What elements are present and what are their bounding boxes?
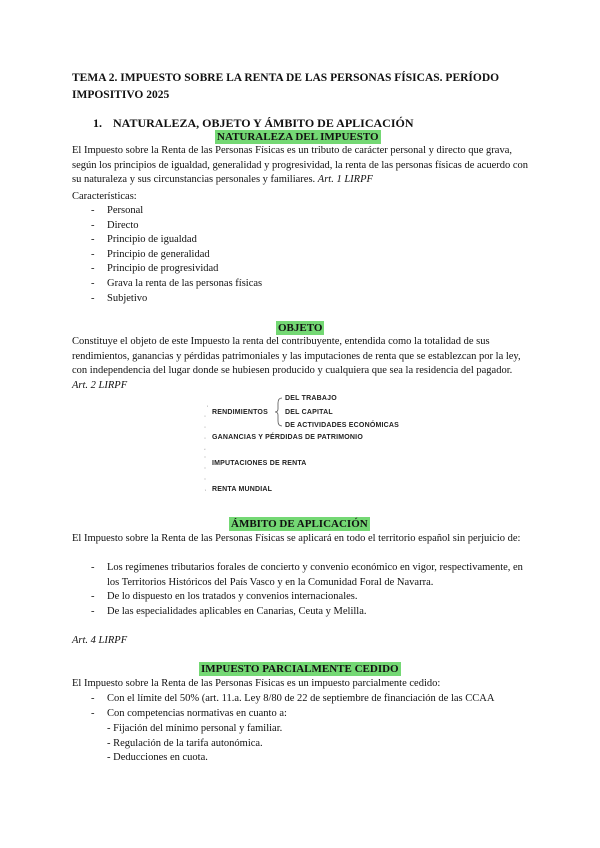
list-item: - Directo [72, 219, 262, 234]
list-item: - Subjetivo [72, 292, 262, 307]
sub-list-item: - Fijación del mínimo personal y familiar. [107, 723, 283, 734]
section-heading [93, 116, 414, 131]
sub-list-item: - Regulación de la tarifa autonómica. [107, 737, 263, 749]
ambito-list [72, 561, 532, 619]
cedido-paragraph: El Impuesto sobre la Renta de las Personas Físicas es un impuesto parcialmente cedido: [72, 678, 441, 689]
cedido-list [72, 692, 542, 721]
objeto-paragraph [72, 335, 530, 393]
ambito-reference: Art. 4 LIRPF [72, 635, 128, 646]
diagram-del-capital: DEL CAPITAL [285, 409, 333, 416]
diagram-del-trabajo: DEL TRABAJO [285, 395, 337, 402]
naturaleza-reference: Art. 1 LIRPF [317, 174, 373, 186]
list-item: - Los regímenes tributarios forales de concierto y convenio económico en vigor, respectivamente, en los Territorios Históricos del País Vasco y en la Comunidad Foral de Navarra. [72, 561, 532, 590]
list-item: - De las especialidades aplicables en Canarias, Ceuta y Melilla. [72, 605, 532, 620]
list-item: - Grava la renta de las personas físicas [72, 277, 262, 292]
objeto-heading: OBJETO [278, 322, 323, 334]
ambito-paragraph: El Impuesto sobre la Renta de las Personas Físicas se aplicará en todo el territorio español sin perjuicio de: [72, 533, 521, 544]
ambito-heading: ÁMBITO DE APLICACIÓN [231, 518, 368, 530]
sub-list-item: - Deducciones en cuota. [107, 752, 208, 764]
list-item: - Principio de progresividad [72, 262, 262, 277]
characteristics-list [72, 204, 262, 306]
characteristics-label: Características: [72, 191, 137, 202]
objeto-text: Constituye el objeto de este Impuesto la renta del contribuyente, entendida como la totalidad de sus rendimientos, ganancias y pérdidas patrimoniales y las imputaciones de renta que se establezcan por la ley, con independencia del lugar donde se hubiesen producido y cualquiera que sea la residencia del pagador. [72, 336, 521, 377]
diagram-rendimientos: RENDIMIENTOS [212, 409, 268, 416]
objeto-reference: Art. 2 LIRPF [72, 379, 128, 391]
page-title: TEMA 2. IMPUESTO SOBRE LA RENTA DE LAS PERSONAS FÍSICAS. PERÍODO IMPOSITIVO 2025 [72, 72, 500, 101]
naturaleza-paragraph [72, 144, 530, 188]
list-item: - Principio de igualdad [72, 233, 262, 248]
list-item: - Personal [72, 204, 262, 219]
section-number: 1. [93, 116, 102, 130]
diagram-renta-mundial: RENTA MUNDIAL [212, 486, 273, 493]
diagram-actividades: DE ACTIVIDADES ECONÓMICAS [285, 422, 400, 429]
cedido-heading: IMPUESTO PARCIALMENTE CEDIDO [201, 663, 399, 675]
diagram-imputaciones: IMPUTACIONES DE RENTA [212, 460, 307, 467]
naturaleza-text: El Impuesto sobre la Renta de las Personas Físicas es un tributo de carácter personal y directo que grava, según los principios de igualdad, generalidad y progresividad, la renta de las personas físicas de acuerdo con su naturaleza y sus circunstancias personales y familiares. [72, 145, 529, 186]
list-item: - De lo dispuesto en los tratados y convenios internacionales. [72, 590, 532, 605]
cedido-sub-list [107, 722, 282, 766]
diagram-brackets [200, 392, 410, 498]
naturaleza-heading: NATURALEZA DEL IMPUESTO [217, 131, 379, 143]
list-item: - Principio de generalidad [72, 248, 262, 263]
renta-diagram [200, 392, 410, 498]
diagram-ganancias: GANANCIAS Y PÉRDIDAS DE PATRIMONIO [212, 434, 363, 441]
section-heading-text: NATURALEZA, OBJETO Y ÁMBITO DE APLICACIÓN [113, 116, 414, 130]
list-item: - Con el límite del 50% (art. 11.a. Ley 8/80 de 22 de septiembre de financiación de las CCAA [72, 692, 542, 707]
list-item: - Con competencias normativas en cuanto a: [72, 707, 542, 722]
